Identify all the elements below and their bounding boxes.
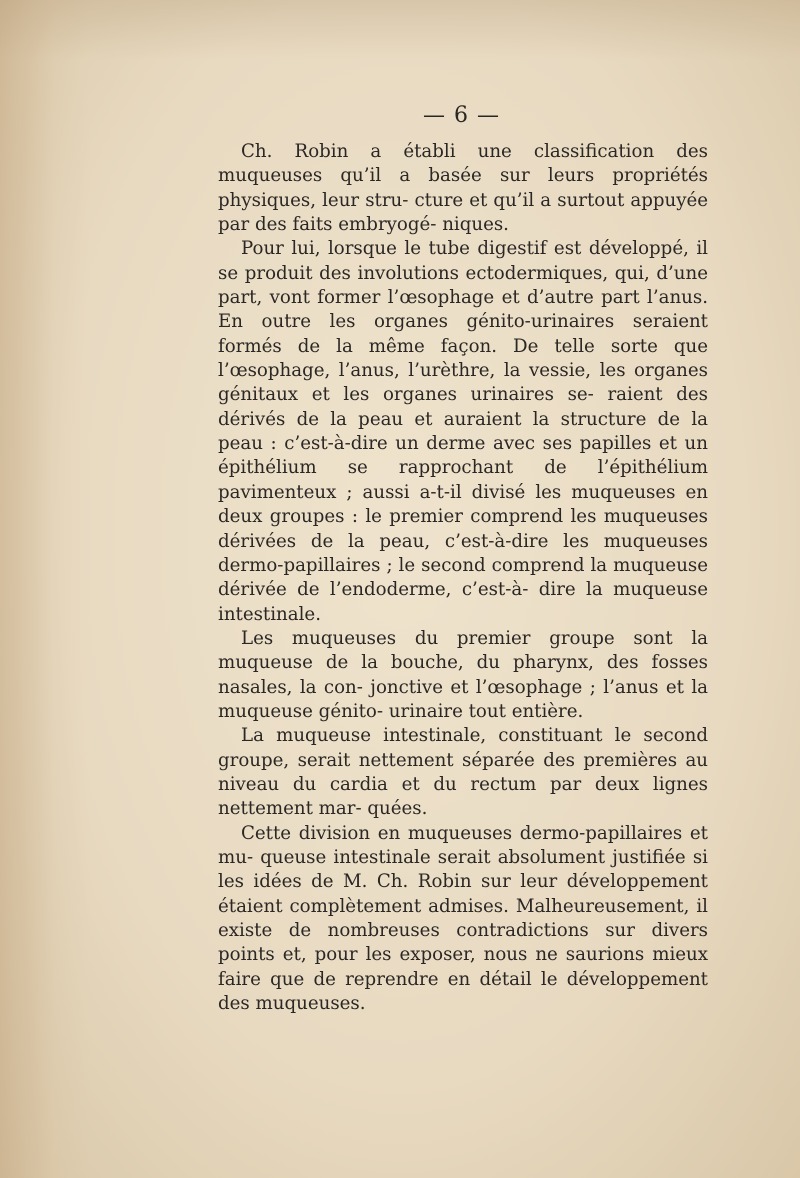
- body-text: [218, 140, 708, 1016]
- paragraph-2: Pour lui, lorsque le tube digestif est développé, il se produit des involutions ectodermiques, qui, d’une part, vont former l’œsophage et d’autre part l’anus. En outre les organes génito-urinaires seraient formés de la même façon. De telle sorte que l’œsophage, l’anus, l’urèthre, la vessie, les organes génitaux et les organes urinaires se- raient des dérivés de la peau et auraient la structure de la peau : c’est-à-dire un derme avec ses papilles et un épithélium se rapprochant de l’épithélium pavimenteux ; aussi a-t-il divisé les muqueuses en deux groupes : le premier comprend les muqueuses dérivées de la peau, c’est-à-dire les muqueuses dermo-papillaires ; le second comprend la muqueuse dérivée de l’endoderme, c’est-à- dire la muqueuse intestinale.: [218, 238, 708, 625]
- paper-stain-top: [0, 0, 800, 60]
- paragraph-5: Cette division en muqueuses dermo-papillaires et mu- queuse intestinale serait absolument justifiée si les idées de M. Ch. Robin sur leur développement étaient complètement admises. Malheureusement, il existe de nombreuses contradictions sur divers points et, pour les exposer, nous ne saurions mieux faire que de reprendre en détail le développement des muqueuses.: [218, 822, 708, 1015]
- paragraph-3: Les muqueuses du premier groupe sont la muqueuse de la bouche, du pharynx, des fosses nasales, la con- jonctive et l’œsophage ; l’anus et la muqueuse génito- urinaire tout entière.: [218, 627, 708, 722]
- paragraph-1: Ch. Robin a établi une classification des muqueuses qu’il a basée sur leurs propriétés physiques, leur stru- cture et qu’il a surtout appuyée par des faits embryogé- niques.: [218, 141, 708, 236]
- paragraph-4: La muqueuse intestinale, constituant le second groupe, serait nettement séparée des premières au niveau du cardia et du rectum par deux lignes nettement mar- quées.: [218, 725, 708, 820]
- paper-stain-left: [0, 0, 90, 1178]
- page-number: — 6 —: [423, 103, 500, 128]
